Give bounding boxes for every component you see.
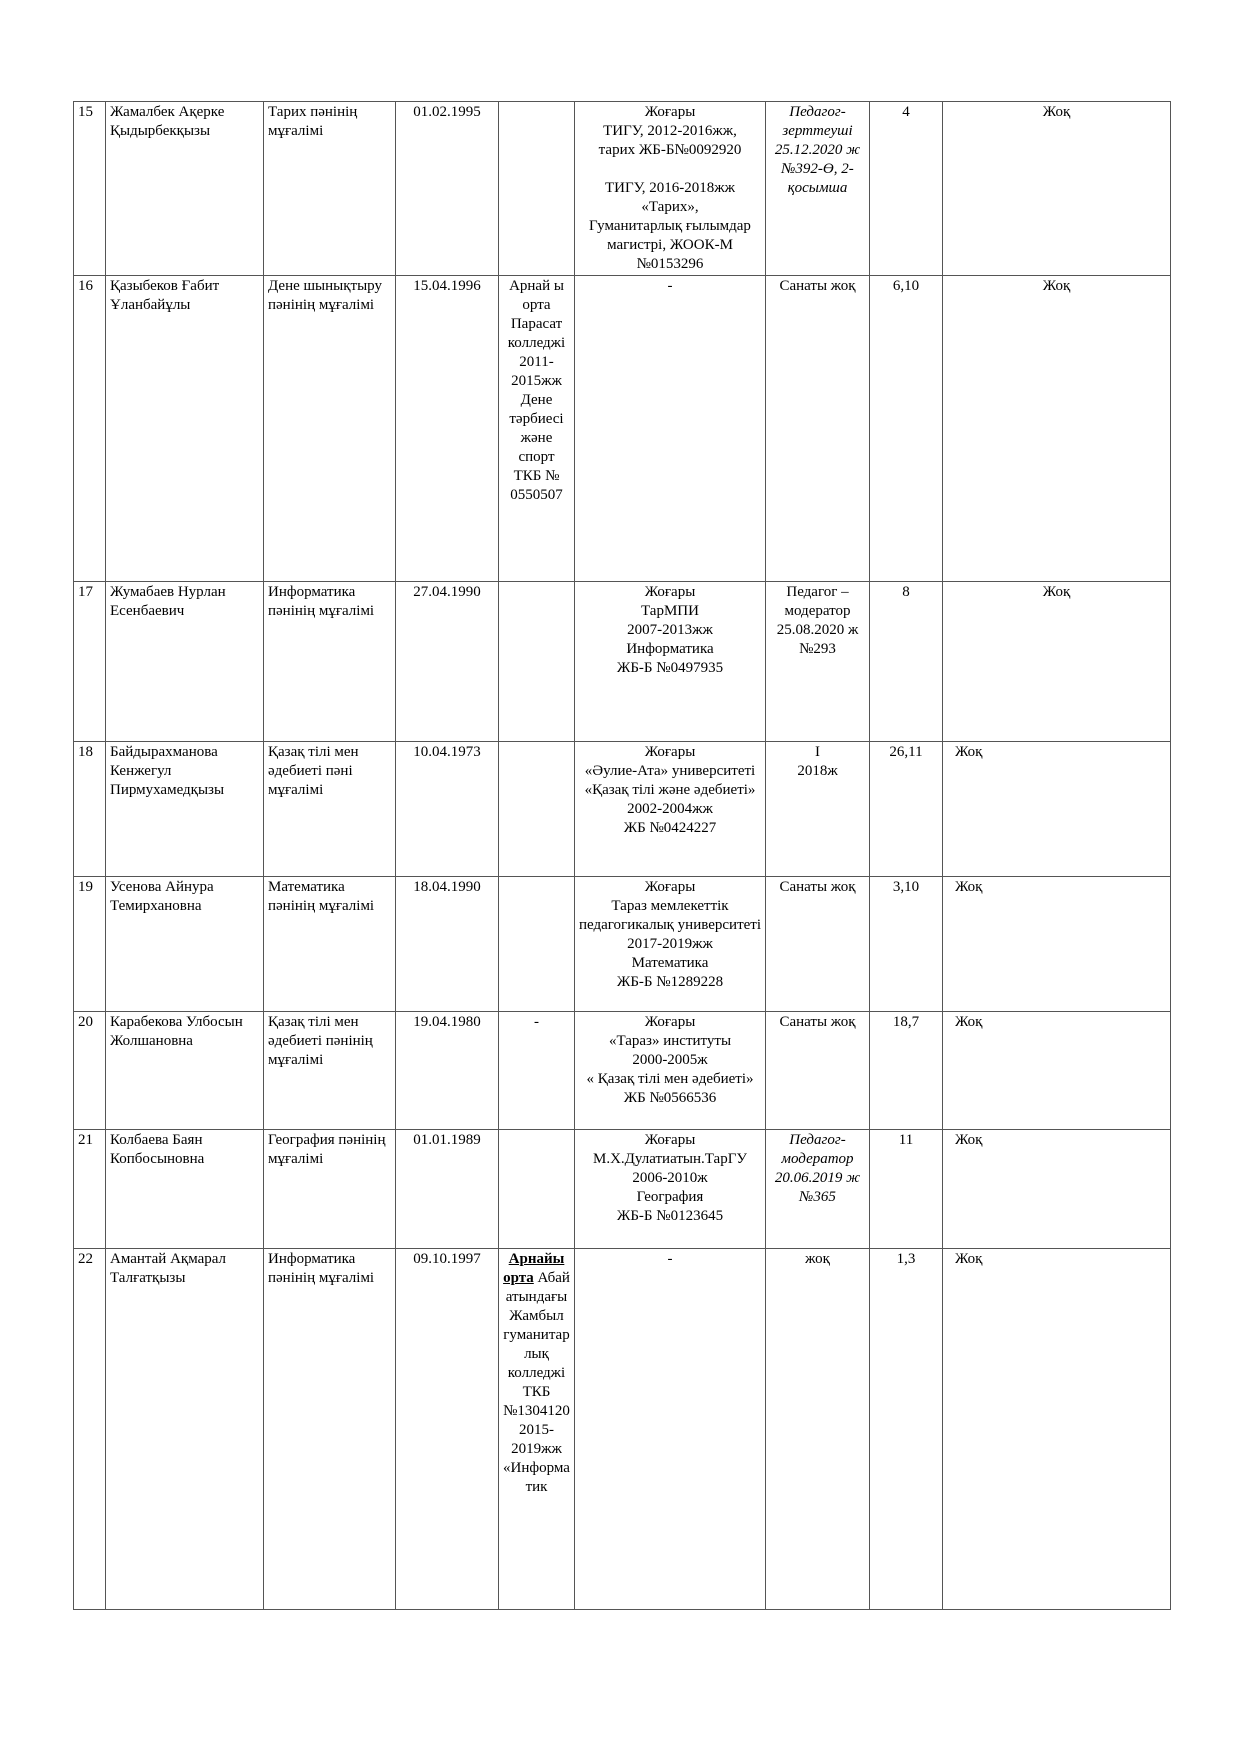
- qualification-category: Педагог-модератор 20.06.2019 ж №365: [766, 1130, 870, 1249]
- higher-education: Жоғары М.Х.Дулатиатын.ТарГУ 2006-2010ж География ЖБ-Б №0123645: [575, 1130, 766, 1249]
- teacher-position: Қазақ тілі мен әдебиеті пәнінің мұғалімі: [264, 1012, 396, 1130]
- birth-date: 01.02.1995: [396, 102, 499, 276]
- awards: Жоқ: [943, 1130, 1171, 1249]
- higher-education: Жоғары Тараз мемлекеттік педагогикалық университеті 2017-2019жж Математика ЖБ-Б №1289228: [575, 877, 766, 1012]
- teacher-position: Информатика пәнінің мұғалімі: [264, 582, 396, 742]
- teacher-name: Жумабаев Нурлан Есенбаевич: [106, 582, 264, 742]
- teacher-name: Жамалбек Ақерке Қыдырбекқызы: [106, 102, 264, 276]
- special-education: [499, 1130, 575, 1249]
- special-education: [499, 1249, 575, 1610]
- work-experience: 3,10: [870, 877, 943, 1012]
- qualification-category: Санаты жоқ: [766, 877, 870, 1012]
- birth-date: 09.10.1997: [396, 1249, 499, 1610]
- teacher-position: География пәнінің мұғалімі: [264, 1130, 396, 1249]
- teacher-position: Математика пәнінің мұғалімі: [264, 877, 396, 1012]
- higher-education: Жоғары ТИГУ, 2012-2016жж, тарих ЖБ-Б№0092920 ТИГУ, 2016-2018жж «Тарих», Гуманитарлық ғылымдар магистрі, ЖООК-М №0153296: [575, 102, 766, 276]
- row-number: 20: [74, 1012, 106, 1130]
- qualification-category: Педагог – модератор 25.08.2020 ж №293: [766, 582, 870, 742]
- awards: Жоқ: [943, 276, 1171, 582]
- work-experience: 8: [870, 582, 943, 742]
- table-row: [74, 1130, 1171, 1249]
- table-row: [74, 276, 1171, 582]
- teacher-name: Қазыбеков Ғабит Ұланбайұлы: [106, 276, 264, 582]
- row-number: 18: [74, 742, 106, 877]
- table-row: [74, 877, 1171, 1012]
- row-number: 15: [74, 102, 106, 276]
- awards: Жоқ: [943, 1012, 1171, 1130]
- special-education: [499, 102, 575, 276]
- birth-date: 01.01.1989: [396, 1130, 499, 1249]
- row-number: 21: [74, 1130, 106, 1249]
- special-education-details: Абай атындағы Жамбыл гуманитарлық колледжі ТКБ №1304120 2015-2019жж «Информатик: [503, 1270, 570, 1495]
- qualification-category: Педагог-зерттеуші 25.12.2020 ж №392-Ө, 2-қосымша: [766, 102, 870, 276]
- teacher-name: Байдырахманова Кенжегул Пирмухамедқызы: [106, 742, 264, 877]
- higher-education: Жоғары «Әулие-Ата» университеті «Қазақ тілі және әдебиеті» 2002-2004жж ЖБ №0424227: [575, 742, 766, 877]
- table-row: [74, 742, 1171, 877]
- birth-date: 10.04.1973: [396, 742, 499, 877]
- table-row: [74, 1249, 1171, 1610]
- teacher-position: Қазақ тілі мен әдебиеті пәні мұғалімі: [264, 742, 396, 877]
- teacher-name: Карабекова Улбосын Жолшановна: [106, 1012, 264, 1130]
- higher-education: -: [575, 276, 766, 582]
- special-education: [499, 742, 575, 877]
- special-education: [499, 877, 575, 1012]
- table-row: [74, 582, 1171, 742]
- higher-education: -: [575, 1249, 766, 1610]
- work-experience: 11: [870, 1130, 943, 1249]
- higher-education: Жоғары «Тараз» институты 2000-2005ж « Қазақ тілі мен әдебиеті» ЖБ №0566536: [575, 1012, 766, 1130]
- awards: Жоқ: [943, 582, 1171, 742]
- awards: Жоқ: [943, 877, 1171, 1012]
- table-row: [74, 102, 1171, 276]
- teacher-position: Тарих пәнінің мұғалімі: [264, 102, 396, 276]
- special-education: [499, 582, 575, 742]
- teacher-position: Дене шынықтыру пәнінің мұғалімі: [264, 276, 396, 582]
- work-experience: 4: [870, 102, 943, 276]
- teacher-name: Усенова Айнура Темирхановна: [106, 877, 264, 1012]
- birth-date: 19.04.1980: [396, 1012, 499, 1130]
- work-experience: 1,3: [870, 1249, 943, 1610]
- row-number: 22: [74, 1249, 106, 1610]
- special-education: -: [499, 1012, 575, 1130]
- birth-date: 15.04.1996: [396, 276, 499, 582]
- qualification-category: Санаты жоқ: [766, 276, 870, 582]
- work-experience: 26,11: [870, 742, 943, 877]
- teacher-name: Амантай Ақмарал Талғатқызы: [106, 1249, 264, 1610]
- special-education-heading: Арнайы орта: [503, 1251, 565, 1286]
- special-education: Арнай ы орта Парасат колледжі 2011-2015жж Дене тәрбиесі және спорт ТКБ № 0550507: [499, 276, 575, 582]
- awards: Жоқ: [943, 102, 1171, 276]
- table-row: [74, 1012, 1171, 1130]
- awards: Жоқ: [943, 1249, 1171, 1610]
- qualification-category: I 2018ж: [766, 742, 870, 877]
- row-number: 17: [74, 582, 106, 742]
- qualification-category: Санаты жоқ: [766, 1012, 870, 1130]
- awards: Жоқ: [943, 742, 1171, 877]
- birth-date: 27.04.1990: [396, 582, 499, 742]
- teacher-position: Информатика пәнінің мұғалімі: [264, 1249, 396, 1610]
- qualification-category: жоқ: [766, 1249, 870, 1610]
- birth-date: 18.04.1990: [396, 877, 499, 1012]
- teacher-name: Колбаева Баян Копбосыновна: [106, 1130, 264, 1249]
- work-experience: 6,10: [870, 276, 943, 582]
- row-number: 19: [74, 877, 106, 1012]
- work-experience: 18,7: [870, 1012, 943, 1130]
- row-number: 16: [74, 276, 106, 582]
- higher-education: Жоғары ТарМПИ 2007-2013жж Информатика ЖБ-Б №0497935: [575, 582, 766, 742]
- staff-table: [73, 101, 1171, 1610]
